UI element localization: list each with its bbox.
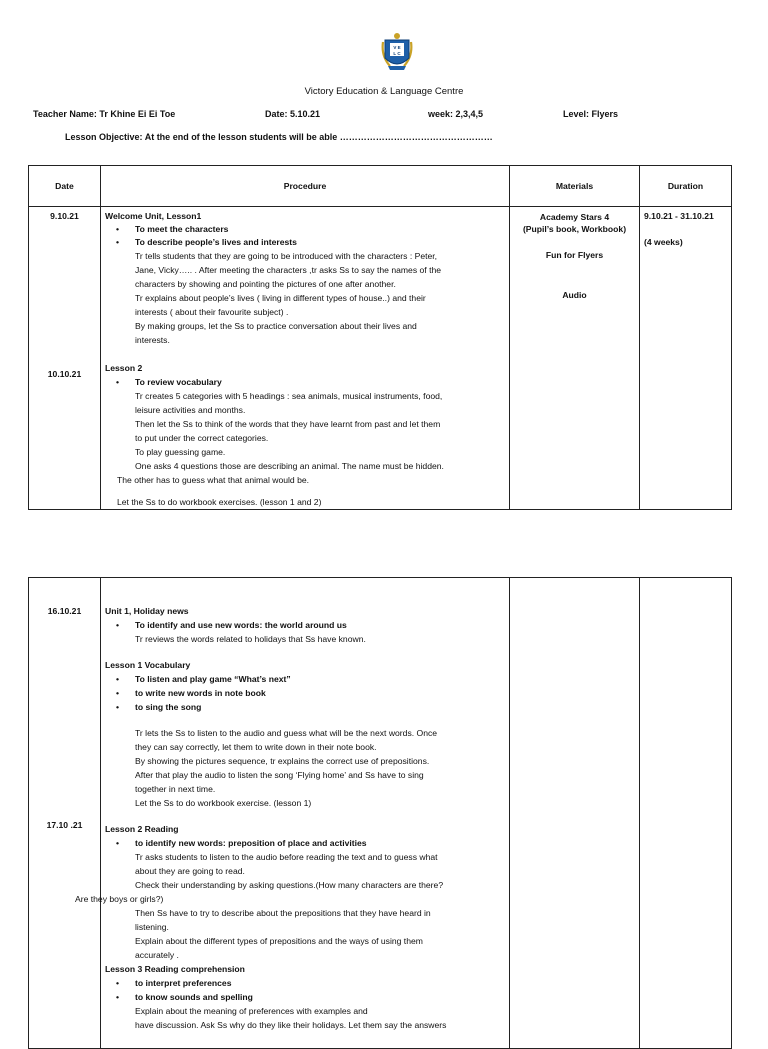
level-label: Level: Flyers [563, 109, 619, 119]
lesson-heading: Lesson 3 Reading comprehension [105, 964, 245, 974]
procedure-cell [101, 207, 509, 509]
procedure-text: they can say correctly, let them to write down in their note book. [135, 742, 377, 752]
material-item: (Pupil’s book, Workbook) [522, 224, 627, 234]
bullet-icon: • [116, 688, 120, 698]
procedure-text: The other has to guess what that animal would be. [117, 475, 310, 485]
lesson-heading: Lesson 2 [105, 363, 143, 373]
procedure-text: to put under the correct categories. [135, 433, 269, 443]
lesson-heading: Unit 1, Holiday news [105, 606, 189, 616]
objective-item: to write new words in note book [135, 688, 266, 698]
bullet-icon: • [116, 978, 120, 988]
procedure-text: Jane, Vicky….. . After meeting the characters ,tr asks Ss to say the names of the [135, 265, 442, 275]
bullet-icon: • [116, 620, 120, 630]
procedure-text: Tr tells students that they are going to be introduced with the characters : Peter, [135, 251, 438, 261]
lesson-heading: Welcome Unit, Lesson1 [105, 211, 202, 221]
date-label: Date: 5.10.21 [265, 109, 321, 119]
lesson-table-2 [28, 577, 732, 1049]
header-duration: Duration [640, 166, 732, 207]
procedure-text: listening. [135, 922, 169, 932]
objective-item: To review vocabulary [135, 377, 222, 387]
duration-cell [640, 578, 731, 1048]
procedure-text: Let the Ss to do workbook exercise. (lesson 1) [135, 798, 312, 808]
bullet-icon: • [116, 702, 120, 712]
bullet-icon: • [116, 224, 120, 234]
procedure-text: After that play the audio to listen the song ‘Flying home’ and Ss have to sing [135, 770, 424, 780]
lesson-date: 10.10.21 [47, 369, 82, 379]
procedure-text: characters by showing and pointing the pictures of one after another. [135, 279, 396, 289]
week-label: week: 2,3,4,5 [428, 109, 484, 119]
procedure-text: interests ( about their favourite subject) . [135, 307, 289, 317]
logo-letters: V E [393, 45, 401, 50]
procedure-text: Let the Ss to do workbook exercises. (lesson 1 and 2) [117, 497, 322, 507]
bullet-icon: • [116, 674, 120, 684]
lesson-objective: Lesson Objective: At the end of the lesson students will be able …………………………………………… [65, 132, 493, 142]
duration-item: (4 weeks) [644, 237, 683, 247]
school-logo [380, 30, 414, 74]
objective-item: To identify and use new words: the world around us [135, 620, 347, 630]
procedure-text: To play guessing game. [135, 447, 226, 457]
material-item: Academy Stars 4 [539, 212, 610, 222]
lesson-table-1 [28, 165, 732, 510]
lesson-heading: Lesson 1 Vocabulary [105, 660, 191, 670]
procedure-text: Explain about the meaning of preferences with examples and [135, 1006, 368, 1016]
procedure-text: Check their understanding by asking questions.(How many characters are there? [135, 880, 444, 890]
bullet-icon: • [116, 377, 120, 387]
procedure-text: Tr reviews the words related to holidays that Ss have known. [135, 634, 366, 644]
procedure-text: together in next time. [135, 784, 216, 794]
centre-name: Victory Education & Language Centre [304, 86, 464, 97]
procedure-text: Tr lets the Ss to listen to the audio and guess what will be the next words. Once [135, 728, 438, 738]
objective-item: to interpret preferences [135, 978, 232, 988]
procedure-text: accurately . [135, 950, 179, 960]
procedure-text: Tr explains about people’s lives ( living in different types of house..) and their [135, 293, 426, 303]
procedure-text: Then Ss have to try to describe about the prepositions that they have heard in [135, 908, 431, 918]
svg-text:L C: L C [393, 51, 401, 56]
objective-item: to know sounds and spelling [135, 992, 253, 1002]
bullet-icon: • [116, 838, 120, 848]
header-date: Date [29, 166, 101, 207]
objective-item: To describe people’s lives and interests [135, 237, 297, 247]
procedure-text: about they are going to read. [135, 866, 245, 876]
date-cell [29, 207, 100, 509]
procedure-text: interests. [135, 335, 170, 345]
material-item: Audio [562, 290, 587, 300]
materials-cell [510, 207, 639, 509]
procedure-text: Tr asks students to listen to the audio before reading the text and to guess what [135, 852, 438, 862]
objective-item: To listen and play game “What’s next” [135, 674, 291, 684]
objective-item: to identify new words: preposition of place and activities [135, 838, 367, 848]
procedure-text: By showing the pictures sequence, tr explains the correct use of prepositions. [135, 756, 430, 766]
procedure-text: One asks 4 questions those are describing an animal. The name must be hidden. [135, 461, 444, 471]
header-materials: Materials [510, 166, 640, 207]
objective-item: To meet the characters [135, 224, 229, 234]
procedure-text: By making groups, let the Ss to practice conversation about their lives and [135, 321, 417, 331]
lesson-heading: Lesson 2 Reading [105, 824, 179, 834]
procedure-text: leisure activities and months. [135, 405, 246, 415]
date-cell [29, 578, 100, 1048]
bullet-icon: • [116, 992, 120, 1002]
duration-cell [640, 207, 731, 509]
procedure-text: have discussion. Ask Ss why do they like their holidays. Let them say the answers [135, 1020, 447, 1030]
objective-item: to sing the song [135, 702, 202, 712]
lesson-date: 9.10.21 [50, 211, 79, 221]
header-procedure: Procedure [101, 166, 510, 207]
material-item: Fun for Flyers [545, 250, 604, 260]
procedure-text: Tr creates 5 categories with 5 headings : sea animals, musical instruments, food, [135, 391, 443, 401]
lesson-date: 16.10.21 [47, 606, 82, 616]
materials-cell [510, 578, 639, 1048]
procedure-text: Are they boys or girls?) [75, 894, 164, 904]
lesson-date: 17.10 .21 [46, 820, 83, 830]
bullet-icon: • [116, 237, 120, 247]
procedure-text: Explain about the different types of prepositions and the ways of using them [135, 936, 423, 946]
teacher-name: Teacher Name: Tr Khine Ei Ei Toe [33, 109, 176, 119]
procedure-text: Then let the Ss to think of the words that they have learnt from past and let them [135, 419, 441, 429]
duration-item: 9.10.21 - 31.10.21 [644, 211, 714, 221]
procedure-cell [75, 578, 509, 1048]
